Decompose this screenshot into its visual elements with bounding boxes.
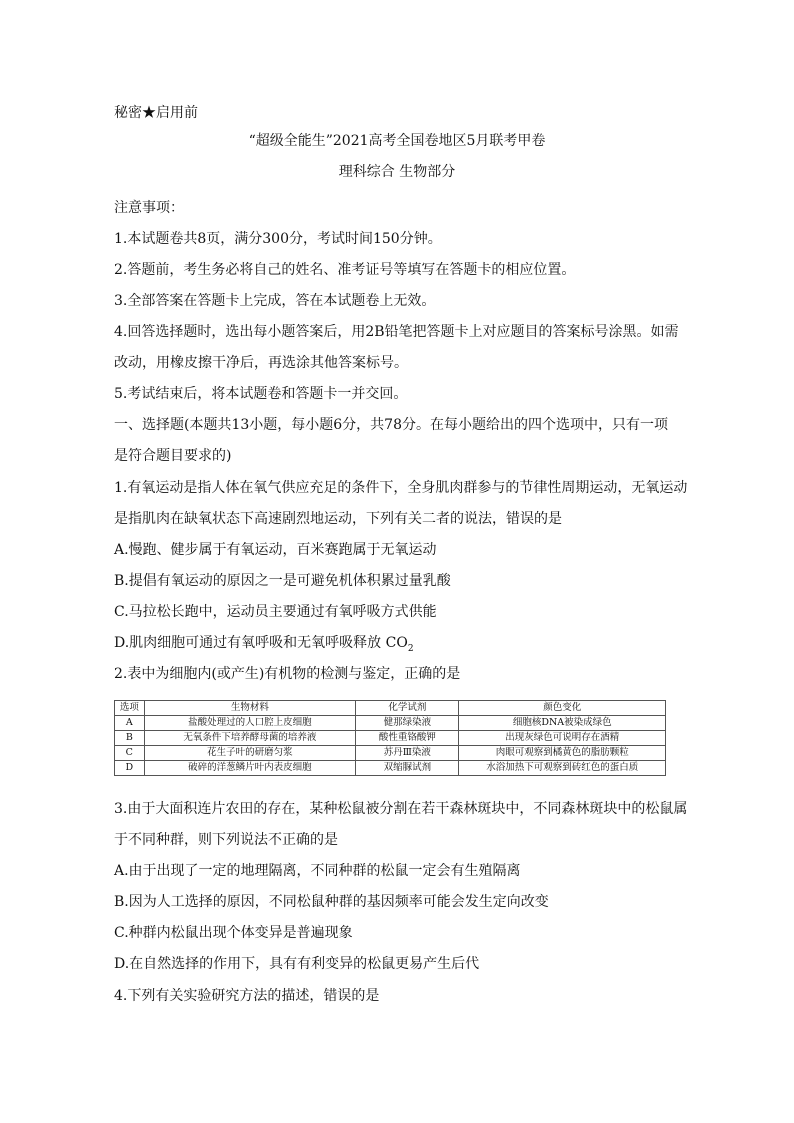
q1-stem: 1.有氧运动是指人体在氧气供应充足的条件下，全身肌肉群参与的节律性周期运动，无氧运动 xyxy=(114,480,688,496)
q1-option-c: C.马拉松长跑中，运动员主要通过有氧呼吸方式供能 xyxy=(114,604,437,620)
q2-table xyxy=(114,700,666,776)
table-cell: B xyxy=(115,731,145,746)
q3-option-c: C.种群内松鼠出现个体变异是普遍现象 xyxy=(114,925,353,941)
table-cell: A xyxy=(115,716,145,731)
table-cell: 酸性重铬酸钾 xyxy=(356,731,459,746)
q2-stem: 2.表中为细胞内(或产生)有机物的检测与鉴定，正确的是 xyxy=(114,666,461,682)
notes-item: 4.回答选择题时，选出每小题答案后，用2B铅笔把答题卡上对应题目的答案标号涂黑。如需 xyxy=(114,324,679,340)
notes-item: 1.本试题卷共8页，满分300分，考试时间150分钟。 xyxy=(114,231,442,247)
q3-option-d: D.在自然选择的作用下，具有有利变异的松鼠更易产生后代 xyxy=(114,956,480,972)
table-cell: 健那绿染液 xyxy=(356,716,459,731)
q1-option-d-subscript: 2 xyxy=(407,643,414,654)
q3-option-a: A.由于出现了一定的地理隔离，不同种群的松鼠一定会有生殖隔离 xyxy=(114,863,521,879)
table-header-row xyxy=(115,701,666,716)
notes-item: 改动，用橡皮擦干净后，再选涂其他答案标号。 xyxy=(114,355,408,371)
table-header-cell: 选项 xyxy=(115,701,145,716)
q1-option-a: A.慢跑、健步属于有氧运动，百米赛跑属于无氧运动 xyxy=(114,542,437,558)
table-cell: 苏丹Ⅲ染液 xyxy=(356,746,459,761)
q1-option-d-text: D.肌肉细胞可通过有氧呼吸和无氧呼吸释放 CO xyxy=(114,635,408,651)
table-cell: D xyxy=(115,761,145,776)
table-header-cell: 化学试剂 xyxy=(356,701,459,716)
q1-option-d xyxy=(114,634,414,658)
notes-item: 3.全部答案在答题卡上完成，答在本试题卷上无效。 xyxy=(114,293,436,309)
table-row xyxy=(115,746,666,761)
q3-stem-cont: 于不同种群，则下列说法不正确的是 xyxy=(114,832,338,848)
table-row xyxy=(115,731,666,746)
table-cell: 双缩脲试剂 xyxy=(356,761,459,776)
notes-item: 5.考试结束后，将本试题卷和答题卡一并交回。 xyxy=(114,386,408,402)
table-cell: 花生子叶的研磨匀浆 xyxy=(144,746,356,761)
q1-stem-cont: 是指肌肉在缺氧状态下高速剧烈地运动，下列有关二者的说法，错误的是 xyxy=(114,511,562,527)
exam-title: “超级全能生”2021高考全国卷地区5月联考甲卷 xyxy=(248,133,546,149)
q4-stem: 4.下列有关实验研究方法的描述，错误的是 xyxy=(114,988,380,1004)
q1-option-b: B.提倡有氧运动的原因之一是可避免机体积累过量乳酸 xyxy=(114,573,451,589)
table-cell: 水浴加热下可观察到砖红色的蛋白质 xyxy=(459,761,666,776)
table-header-cell: 生物材料 xyxy=(144,701,356,716)
table-row xyxy=(115,716,666,731)
table-cell: 无氧条件下培养酵母菌的培养液 xyxy=(144,731,356,746)
exam-subtitle: 理科综合 生物部分 xyxy=(338,164,456,180)
table-cell: 出现灰绿色可说明存在酒精 xyxy=(459,731,666,746)
table-header-cell: 颜色变化 xyxy=(459,701,666,716)
notes-item: 2.答题前，考生务必将自己的姓名、准考证号等填写在答题卡的相应位置。 xyxy=(114,262,576,278)
table-cell: 破碎的洋葱鳞片叶内表皮细胞 xyxy=(144,761,356,776)
q3-option-b: B.因为人工选择的原因，不同松鼠种群的基因频率可能会发生定向改变 xyxy=(114,894,549,910)
table-cell: C xyxy=(115,746,145,761)
table-cell: 盐酸处理过的人口腔上皮细胞 xyxy=(144,716,356,731)
table-cell: 细胞核DNA被染成绿色 xyxy=(459,716,666,731)
table-cell: 肉眼可观察到橘黄色的脂肪颗粒 xyxy=(459,746,666,761)
table-row xyxy=(115,761,666,776)
section-heading-cont: 是符合题目要求的) xyxy=(114,448,232,464)
section-heading: 一、选择题(本题共13小题，每小题6分，共78分。在每小题给出的四个选项中，只有一项 xyxy=(114,417,668,433)
secret-mark: 秘密★启用前 xyxy=(114,105,198,121)
notes-heading: 注意事项： xyxy=(114,200,184,216)
q3-stem: 3.由于大面积连片农田的存在，某种松鼠被分割在若干森林斑块中，不同森林斑块中的松鼠属 xyxy=(114,801,688,817)
